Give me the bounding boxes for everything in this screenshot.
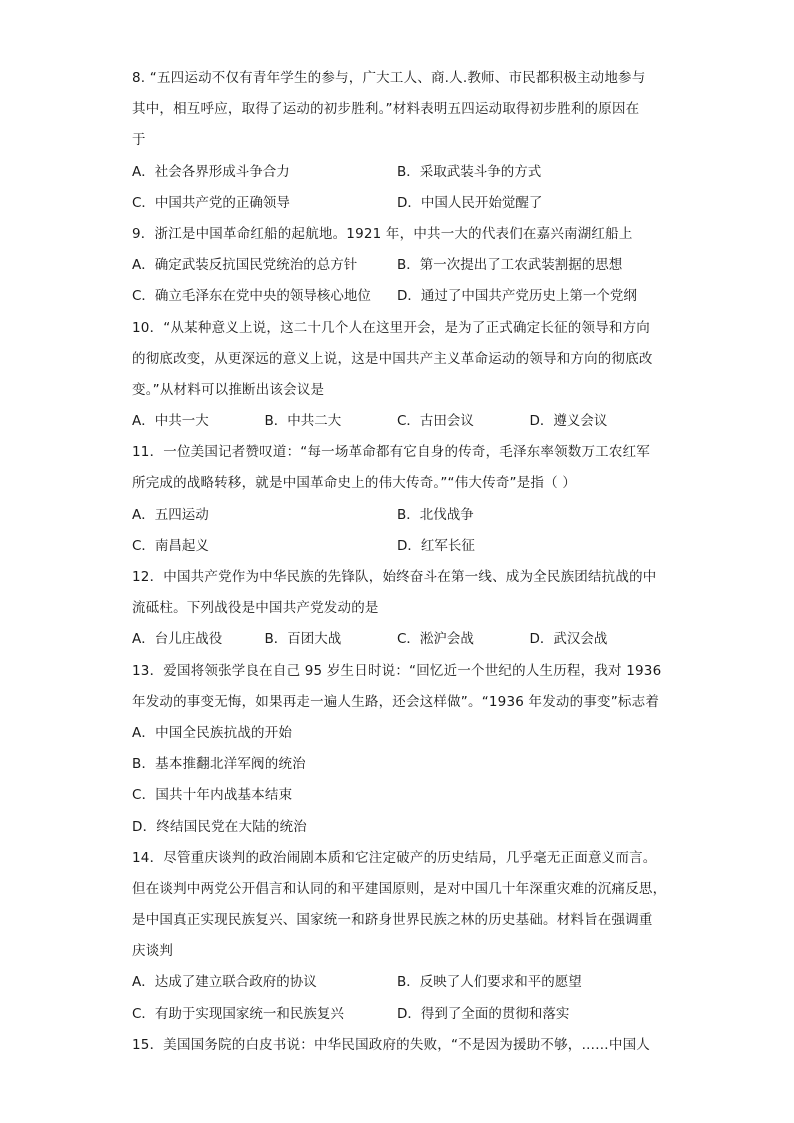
- options-row: [132, 500, 662, 531]
- question-stem-line: 所完成的战略转移，就是中国革命史上的伟大传奇。”“伟大传奇”是指（ ）: [132, 475, 577, 492]
- question-8: [132, 63, 662, 219]
- question-stem-line: 于: [132, 132, 146, 149]
- answer-option[interactable]: B．第一次提出了工农武装割据的思想: [397, 257, 623, 274]
- answer-option[interactable]: D．得到了全面的贯彻和落实: [397, 1005, 570, 1022]
- answer-option[interactable]: B．中共二大: [264, 413, 342, 430]
- question-stem-line: 11．一位美国记者赞叹道：“每一场革命都有它自身的传奇，毛泽东率领数万工农红军: [132, 444, 650, 461]
- answer-option[interactable]: D．红军长征: [397, 537, 475, 554]
- options-row: [132, 624, 662, 655]
- answer-option[interactable]: C．淞沪会战: [397, 631, 474, 648]
- answer-option[interactable]: A．社会各界形成斗争合力: [132, 163, 290, 180]
- answer-option[interactable]: D．终结国民党在大陆的统治: [132, 818, 307, 835]
- answer-option[interactable]: A．中国全民族抗战的开始: [132, 724, 293, 741]
- question-12: [132, 562, 662, 656]
- question-stem-line: 其中，相互呼应，取得了运动的初步胜利。”材料表明五四运动取得初步胜利的原因在: [132, 101, 640, 118]
- answer-option[interactable]: A．五四运动: [132, 506, 209, 523]
- question-stem-line: 9．浙江是中国革命红船的起航地。1921 年，中共一大的代表们在嘉兴南湖红船上: [132, 225, 633, 242]
- options-row: [132, 967, 662, 998]
- answer-option[interactable]: B．百团大战: [264, 631, 342, 648]
- answer-option[interactable]: A．台儿庄战役: [132, 631, 223, 648]
- question-list: [132, 63, 667, 1061]
- question-stem-line: 14．尽管重庆谈判的政治闹剧本质和它注定破产的历史结局，几乎毫无正面意义而言。: [132, 849, 657, 866]
- question-stem-line: 13．爱国将领张学良在自己 95 岁生日时说：“回忆近一个世纪的人生历程，我对 1936: [132, 662, 662, 679]
- question-stem-line: 8. “五四运动不仅有青年学生的参与，广大工人、商.人.教师、市民都积极主动地参与: [132, 70, 646, 86]
- answer-option[interactable]: C．有助于实现国家统一和民族复兴: [132, 1005, 344, 1022]
- answer-option[interactable]: D．通过了中国共产党历史上第一个党纲: [397, 288, 637, 305]
- question-stem-line: 流砥柱。下列战役是中国共产党发动的是: [132, 600, 379, 617]
- question-9: [132, 219, 662, 313]
- question-15: [132, 1030, 662, 1061]
- options-row: [132, 281, 662, 312]
- question-14: [132, 843, 667, 1030]
- question-stem-line: 10．“从某种意义上说，这二十几个人在这里开会，是为了正式确定长征的领导和方向: [132, 319, 650, 336]
- options-row: [132, 188, 662, 219]
- answer-option[interactable]: A．达成了建立联合政府的协议: [132, 974, 317, 991]
- question-11: [132, 437, 662, 562]
- options-row: [132, 157, 662, 188]
- answer-option[interactable]: D．遵义会议: [529, 413, 608, 430]
- answer-option[interactable]: C．中国共产党的正确领导: [132, 194, 290, 211]
- question-stem-line: 12．中国共产党作为中华民族的先锋队，始终奋斗在第一线、成为全民族团结抗战的中: [132, 569, 657, 585]
- answer-option[interactable]: C．古田会议: [397, 413, 474, 430]
- options-row: [132, 250, 662, 281]
- answer-option[interactable]: D．武汉会战: [529, 631, 608, 648]
- question-10: [132, 313, 662, 438]
- question-stem-line: 年发动的事变无悔，如果再走一遍人生路，还会这样做”。“1936 年发动的事变”标志着: [132, 693, 660, 710]
- answer-option[interactable]: C．南昌起义: [132, 537, 209, 554]
- question-stem-line: 变。”从材料可以推断出该会议是: [132, 381, 325, 398]
- answer-option[interactable]: B．基本推翻北洋军阀的统治: [132, 756, 306, 773]
- answer-option[interactable]: D．中国人民开始觉醒了: [397, 194, 543, 211]
- options-row: [132, 999, 662, 1030]
- question-stem-line: 是中国真正实现民族复兴、国家统一和跻身世界民族之林的历史基础。材料旨在强调重: [132, 912, 653, 929]
- answer-option[interactable]: A．确定武装反抗国民党统治的总方针: [132, 257, 358, 274]
- question-stem-line: 但在谈判中两党公开倡言和认同的和平建国原则，是对中国几十年深重灾难的沉痛反思，: [132, 880, 667, 897]
- answer-option[interactable]: C．确立毛泽东在党中央的领导核心地位: [132, 288, 371, 305]
- options-row: [132, 406, 662, 437]
- question-13: [132, 656, 662, 843]
- answer-option[interactable]: B．反映了人们要求和平的愿望: [397, 974, 582, 991]
- answer-option[interactable]: C．国共十年内战基本结束: [132, 787, 293, 804]
- answer-option[interactable]: A．中共一大: [132, 413, 209, 430]
- question-stem-line: 的彻底改变，从更深远的意义上说，这是中国共产主义革命运动的领导和方向的彻底改: [132, 350, 653, 367]
- question-stem-line: 15．美国国务院的白皮书说：中华民国政府的失败，“不是因为援助不够，……中国人: [132, 1036, 650, 1053]
- question-stem-line: 庆谈判: [132, 943, 174, 960]
- answer-option[interactable]: B．北伐战争: [397, 506, 474, 523]
- options-row: [132, 531, 662, 562]
- answer-option[interactable]: B．采取武装斗争的方式: [397, 163, 542, 180]
